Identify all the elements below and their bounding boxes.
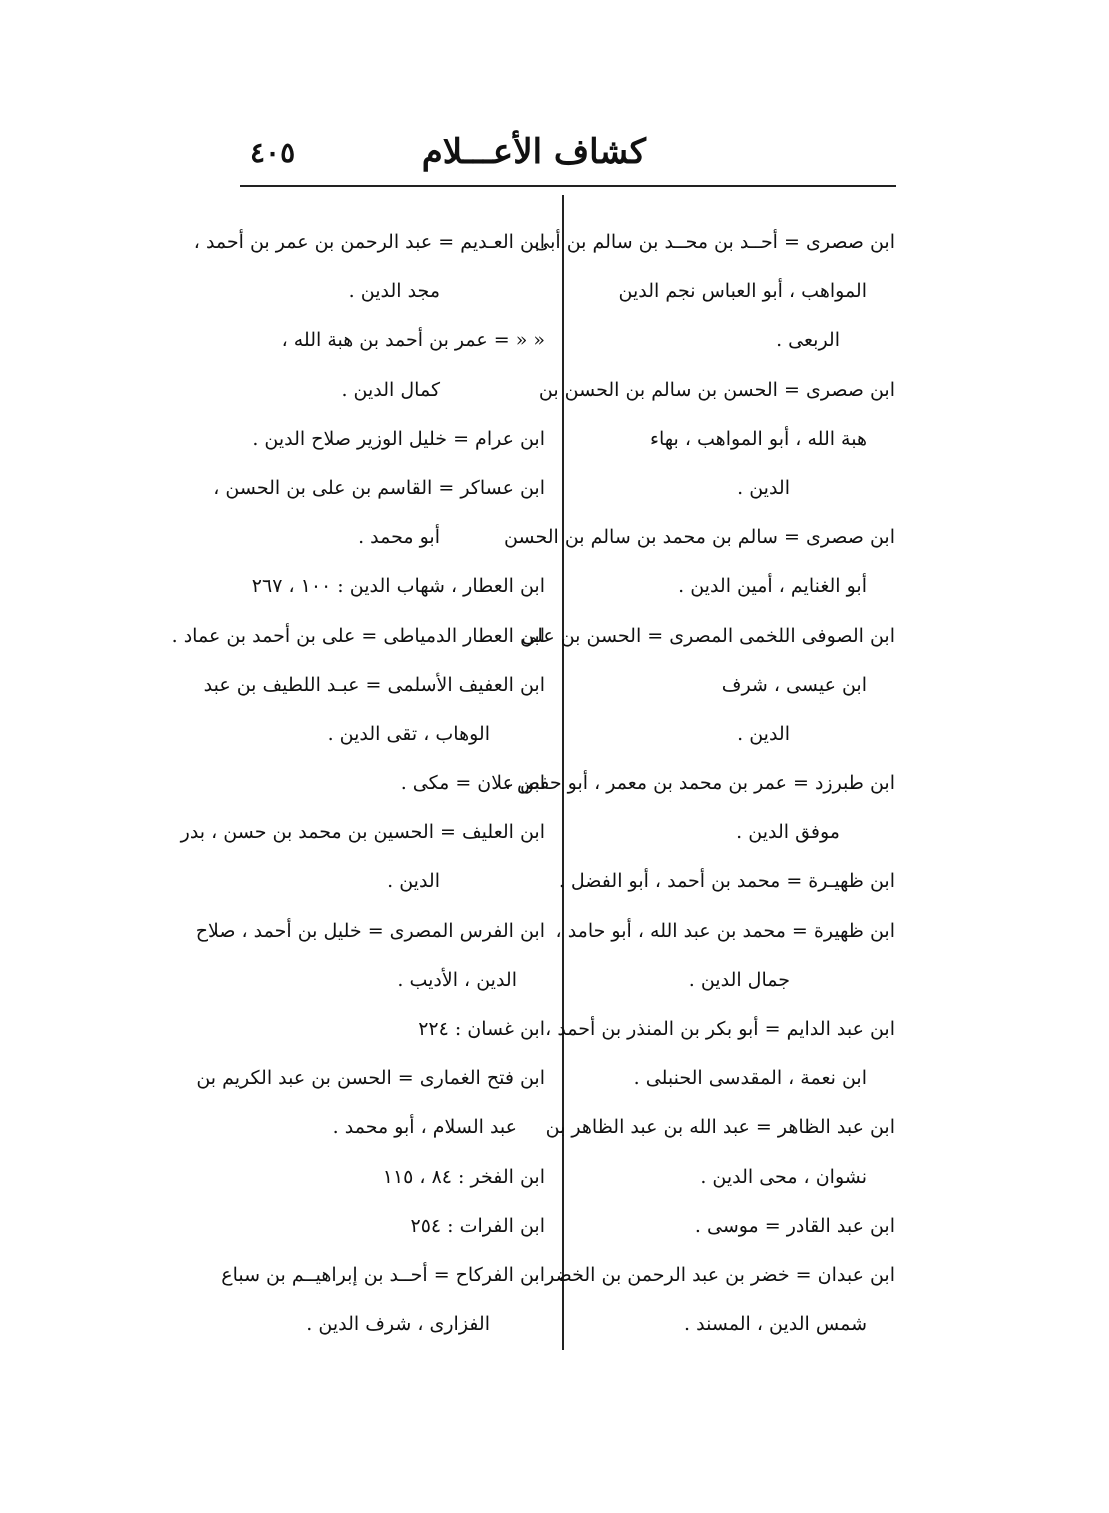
- index-entry-line: الدين .: [737, 476, 790, 499]
- index-entry-line: ابن ظهيـرة = محمد بن أحمد ، أبو الفضل .: [558, 870, 895, 893]
- index-entry-line: ابن صصرى = سالم بن محمد بن سالم بن الحسن: [504, 526, 895, 549]
- index-entry-line: الفزارى ، شرف الدين .: [306, 1313, 490, 1336]
- index-entry-line: كمال الدين .: [341, 378, 440, 401]
- index-entry-line: ابن العـديم = عبد الرحمن بن عمر بن أحمد ،: [193, 231, 545, 253]
- index-entry-line: الدين .: [737, 722, 790, 745]
- index-entry-line: ابن عبد الدايم = أبو بكر بن المنذر بن أحمد ،: [545, 1018, 895, 1040]
- index-entry-line: ابن العطار الدمياطى = على بن أحمد بن عماد .: [171, 624, 545, 647]
- index-entry-line: ابن الفرس المصرى = خليل بن أحمد ، صلاح: [195, 919, 545, 942]
- index-entry-line: ابن ظهيرة = محمد بن عبد الله ، أبو حامد ،: [555, 919, 895, 942]
- index-entry-line: ابن العليف = الحسين بن محمد بن حسن ، بدر: [180, 821, 545, 844]
- index-entry-line: أبو محمد .: [358, 526, 440, 549]
- index-entry-line: ابن عساكر = القاسم بن على بن الحسن ،: [213, 476, 545, 499]
- index-entry-line: ابن العطار ، شهاب الدين : ١٠٠ ، ٢٦٧: [251, 575, 545, 598]
- index-entry-line: ابن العفيف الأسلمى = عبـد اللطيف بن عبد: [203, 673, 545, 696]
- index-entry-line: ابن غسان : ٢٢٤: [418, 1018, 545, 1040]
- index-entry-line: ابن الفرات : ٢٥٤: [410, 1214, 545, 1237]
- index-entry-line: هبة الله ، أبو المواهب ، بهاء: [650, 427, 867, 450]
- index-entry-line: أبو الغنايم ، أمين الدين .: [678, 575, 867, 598]
- index-entry-line: شمس الدين ، المسند .: [684, 1313, 867, 1336]
- index-entry-line: الربعى .: [776, 329, 840, 352]
- index-entry-line: الدين .: [387, 870, 440, 893]
- index-entry-line: ابن عبد القادر = موسى .: [694, 1214, 895, 1237]
- page-header: [240, 130, 896, 180]
- page-title: كشاف الأعـــلام: [421, 132, 646, 172]
- index-entry-line: ابن فتح الغمارى = الحسن بن عبد الكريم بن: [196, 1067, 545, 1090]
- index-entry-line: ابن علان = مكى .: [400, 772, 545, 795]
- index-entry-line: نشوان ، محى الدين .: [700, 1165, 867, 1188]
- index-entry-line: ابن صصرى = أحــد بن محــد بن سالم بن أبى: [534, 231, 895, 253]
- index-entry-line: مجد الدين .: [348, 280, 440, 303]
- index-entry-line: الوهاب ، تقى الدين .: [327, 722, 490, 745]
- header-rule: [240, 185, 896, 187]
- index-entry-line: ابن الفخر : ٨٤ ، ١١٥: [382, 1165, 545, 1188]
- index-entry-line: عبد السلام ، أبو محمد .: [332, 1116, 517, 1139]
- index-entry-line: « « = عمر بن أحمد بن هبة الله ،: [281, 329, 545, 352]
- index-entry-line: المواهب ، أبو العباس نجم الدين: [618, 280, 867, 303]
- page-number: ٤٠٥: [250, 136, 296, 169]
- index-entry-line: ابن عبد الظاهر = عبد الله بن عبد الظاهر بن: [545, 1116, 895, 1139]
- index-entry-line: ابن الفركاح = أحــد بن إبراهيــم بن سباع: [221, 1263, 545, 1286]
- index-entry-line: موفق الدين .: [736, 821, 840, 844]
- index-column-right: [504, 218, 895, 1349]
- index-entry-line: ابن نعمة ، المقدسى الحنبلى .: [633, 1067, 867, 1090]
- index-entry-line: ابن صصرى = الحسن بن سالم بن الحسن بن: [538, 378, 895, 401]
- index-entry-line: ابن عيسى ، شرف: [721, 673, 867, 696]
- index-entry-line: ابن عبدان = خضر بن عبد الرحمن بن الخضر ،: [532, 1263, 895, 1286]
- index-entry-line: جمال الدين .: [688, 968, 790, 991]
- index-entry-line: ابن طبرزد = عمر بن محمد بن معمر ، أبو حفص ،: [504, 772, 895, 795]
- index-entry-line: ابن الصوفى اللخمى المصرى = الحسن بن على: [521, 624, 895, 647]
- index-column-left: [171, 218, 545, 1349]
- index-entry-line: ابن عرام = خليل الوزير صلاح الدين .: [252, 427, 545, 450]
- index-entry-line: الدين ، الأديب .: [397, 968, 517, 991]
